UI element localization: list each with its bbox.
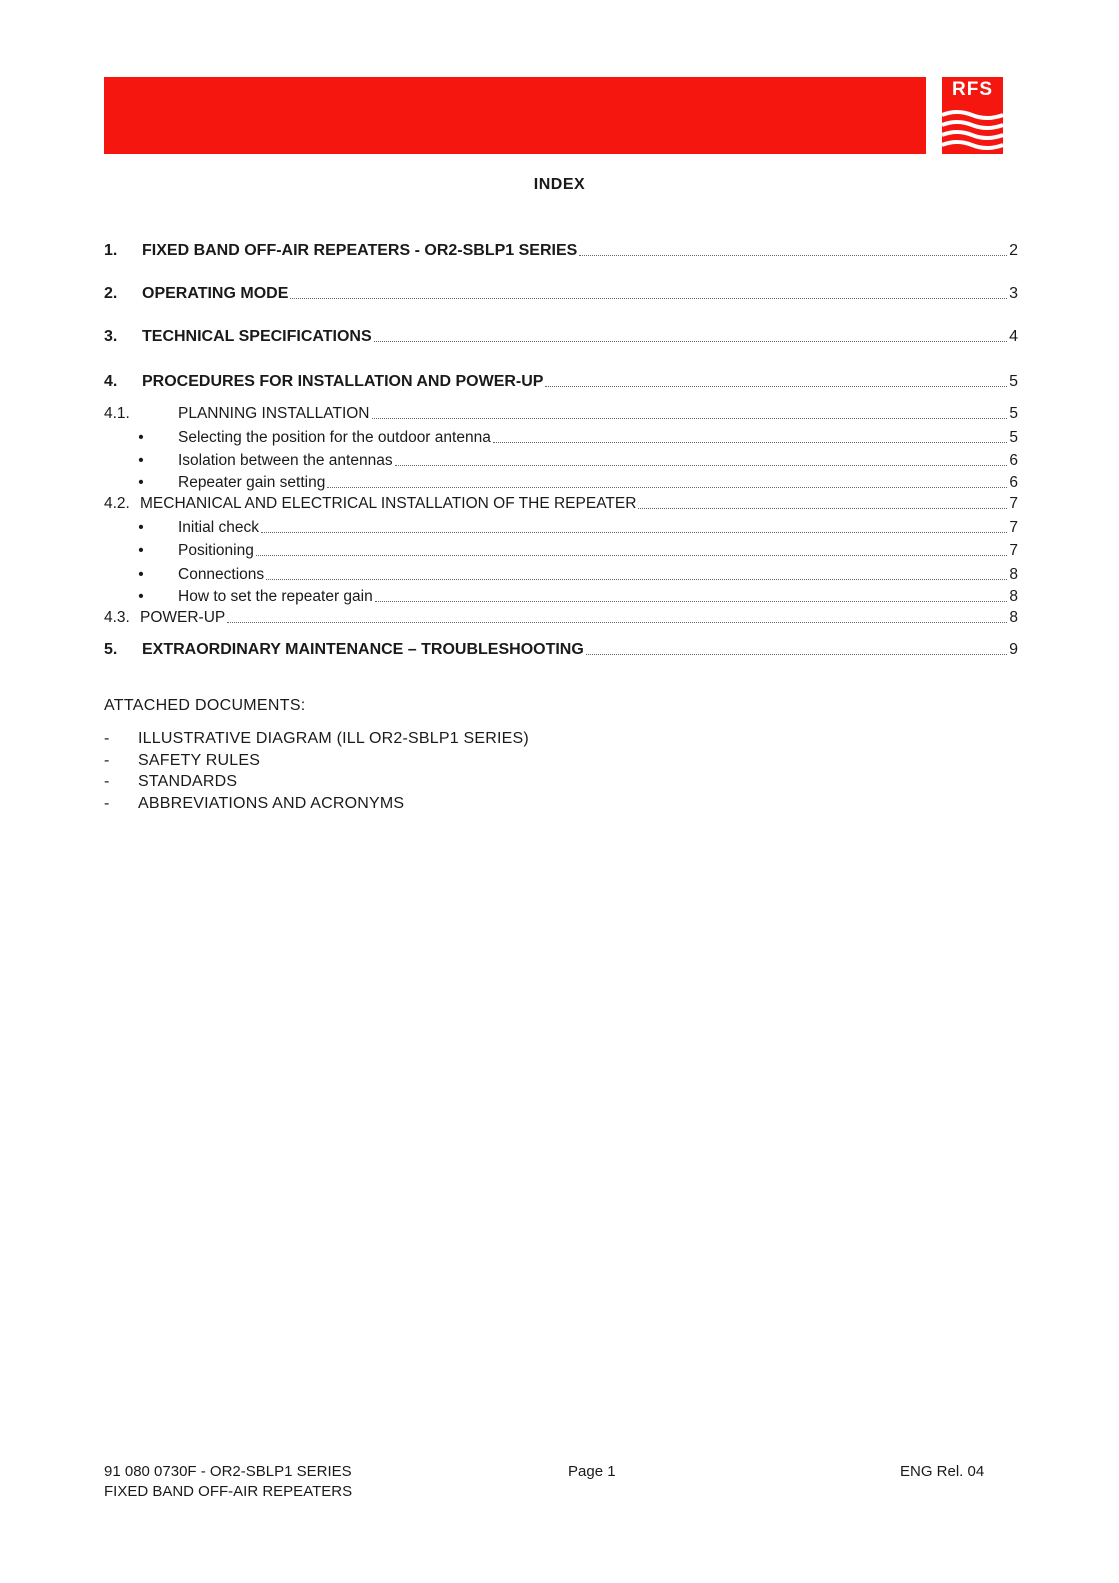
toc-label: TECHNICAL SPECIFICATIONS [142,328,372,345]
toc-page: 6 [1009,474,1018,491]
toc-entry-positioning[interactable] [104,542,1018,562]
attached-item-standards [104,773,529,795]
dash-marker: - [104,794,110,812]
toc-leader [545,373,1007,387]
logo-text: RFS [952,79,993,100]
toc-entry-4-3[interactable] [104,609,1018,629]
toc-leader [372,405,1008,419]
toc-label: PLANNING INSTALLATION [178,405,370,422]
attached-item-label: SAFETY RULES [138,751,261,769]
attached-item-diagram [104,730,529,752]
bullet-icon: • [138,519,144,536]
attached-item-label: STANDARDS [138,773,238,790]
toc-page: 4 [1009,328,1018,345]
dash-marker: - [104,751,110,769]
toc-page: 8 [1009,566,1018,583]
toc-entry-antenna-position[interactable] [104,429,1018,449]
attached-item-label: ILLUSTRATIVE DIAGRAM (ILL OR2-SBLP1 SERIES) [138,730,529,747]
toc-entry-4[interactable] [104,373,1018,393]
toc-page: 7 [1009,542,1018,559]
footer-doc-subtitle: FIXED BAND OFF-AIR REPEATERS [104,1483,353,1500]
toc-leader [395,452,1008,466]
toc-page: 5 [1009,405,1018,422]
toc-label: How to set the repeater gain [178,588,373,605]
toc-page: 7 [1009,495,1018,512]
toc-page: 8 [1009,609,1018,626]
index-title: INDEX [533,176,586,193]
toc-label: Isolation between the antennas [178,452,393,469]
dash-marker: - [104,730,110,747]
toc-entry-4-2[interactable] [104,495,1018,515]
toc-label: Selecting the position for the outdoor antenna [178,429,491,446]
bullet-icon: • [138,588,144,605]
logo-waves-icon [942,107,1003,154]
toc-number: 5. [104,641,118,658]
toc-leader [290,285,1007,299]
toc-label: FIXED BAND OFF-AIR REPEATERS - OR2-SBLP1 SERIES [142,242,578,259]
toc-entry-1[interactable] [104,242,1018,262]
attached-documents-title: ATTACHED DOCUMENTS: [104,697,306,714]
toc-number: 4.2. [104,495,130,512]
attached-documents-list [104,730,529,816]
toc-label: POWER-UP [140,609,226,626]
toc-label: Connections [178,566,265,583]
toc-label: EXTRAORDINARY MAINTENANCE – TROUBLESHOOTING [142,641,584,658]
footer-doc-code: 91 080 0730F - OR2-SBLP1 SERIES [104,1463,352,1480]
toc-page: 7 [1009,519,1018,536]
toc-entry-3[interactable] [104,328,1018,348]
toc-leader [327,474,1007,488]
attached-item-label: ABBREVIATIONS AND ACRONYMS [138,794,405,812]
toc-number: 4.3. [104,609,130,626]
dash-marker: - [104,773,110,790]
toc-entry-connections[interactable] [104,566,1018,586]
toc-page: 3 [1009,285,1018,302]
footer-page-number: Page 1 [568,1463,616,1480]
toc-entry-initial-check[interactable] [104,519,1018,539]
bullet-icon: • [138,566,144,583]
footer-release: ENG Rel. 04 [900,1463,985,1480]
toc-entry-4-1[interactable] [104,405,1018,425]
toc-leader [638,495,1007,509]
toc-number: 4. [104,373,118,390]
toc-page: 9 [1009,641,1018,658]
toc-label: MECHANICAL AND ELECTRICAL INSTALLATION OF THE REPEATER [140,495,637,512]
toc-entry-2[interactable] [104,285,1018,305]
toc-number: 4.1. [104,405,130,422]
bullet-icon: • [138,474,144,491]
toc-page: 6 [1009,452,1018,469]
toc-leader [586,641,1007,655]
toc-leader [375,588,1008,602]
toc-leader [579,242,1007,256]
toc-label: OPERATING MODE [142,285,289,302]
toc-label: Initial check [178,519,259,536]
header-banner [104,77,926,154]
toc-leader [227,609,1007,623]
toc-leader [266,566,1007,580]
attached-item-safety [104,752,529,774]
toc-leader [256,542,1008,556]
footer-doc-info [104,1462,352,1502]
bullet-icon: • [138,429,144,446]
rfs-logo [942,77,1003,154]
toc-entry-5[interactable] [104,641,1018,661]
toc-number: 3. [104,328,118,345]
bullet-icon: • [138,542,144,559]
toc-leader [374,328,1007,342]
toc-page: 5 [1009,373,1018,390]
bullet-icon: • [138,452,144,469]
toc-page: 5 [1009,429,1018,446]
toc-number: 2. [104,285,118,302]
toc-number: 1. [104,242,118,259]
toc-page: 2 [1009,242,1018,259]
toc-leader [493,429,1008,443]
attached-item-abbreviations [104,795,529,817]
toc-leader [261,519,1007,533]
toc-entry-set-gain[interactable] [104,588,1018,608]
toc-label: Positioning [178,542,254,559]
toc-label: Repeater gain setting [178,474,326,491]
toc-entry-gain-setting[interactable] [104,474,1018,494]
toc-page: 8 [1009,588,1018,605]
toc-label: PROCEDURES FOR INSTALLATION AND POWER-UP [142,373,544,390]
toc-entry-isolation[interactable] [104,452,1018,472]
